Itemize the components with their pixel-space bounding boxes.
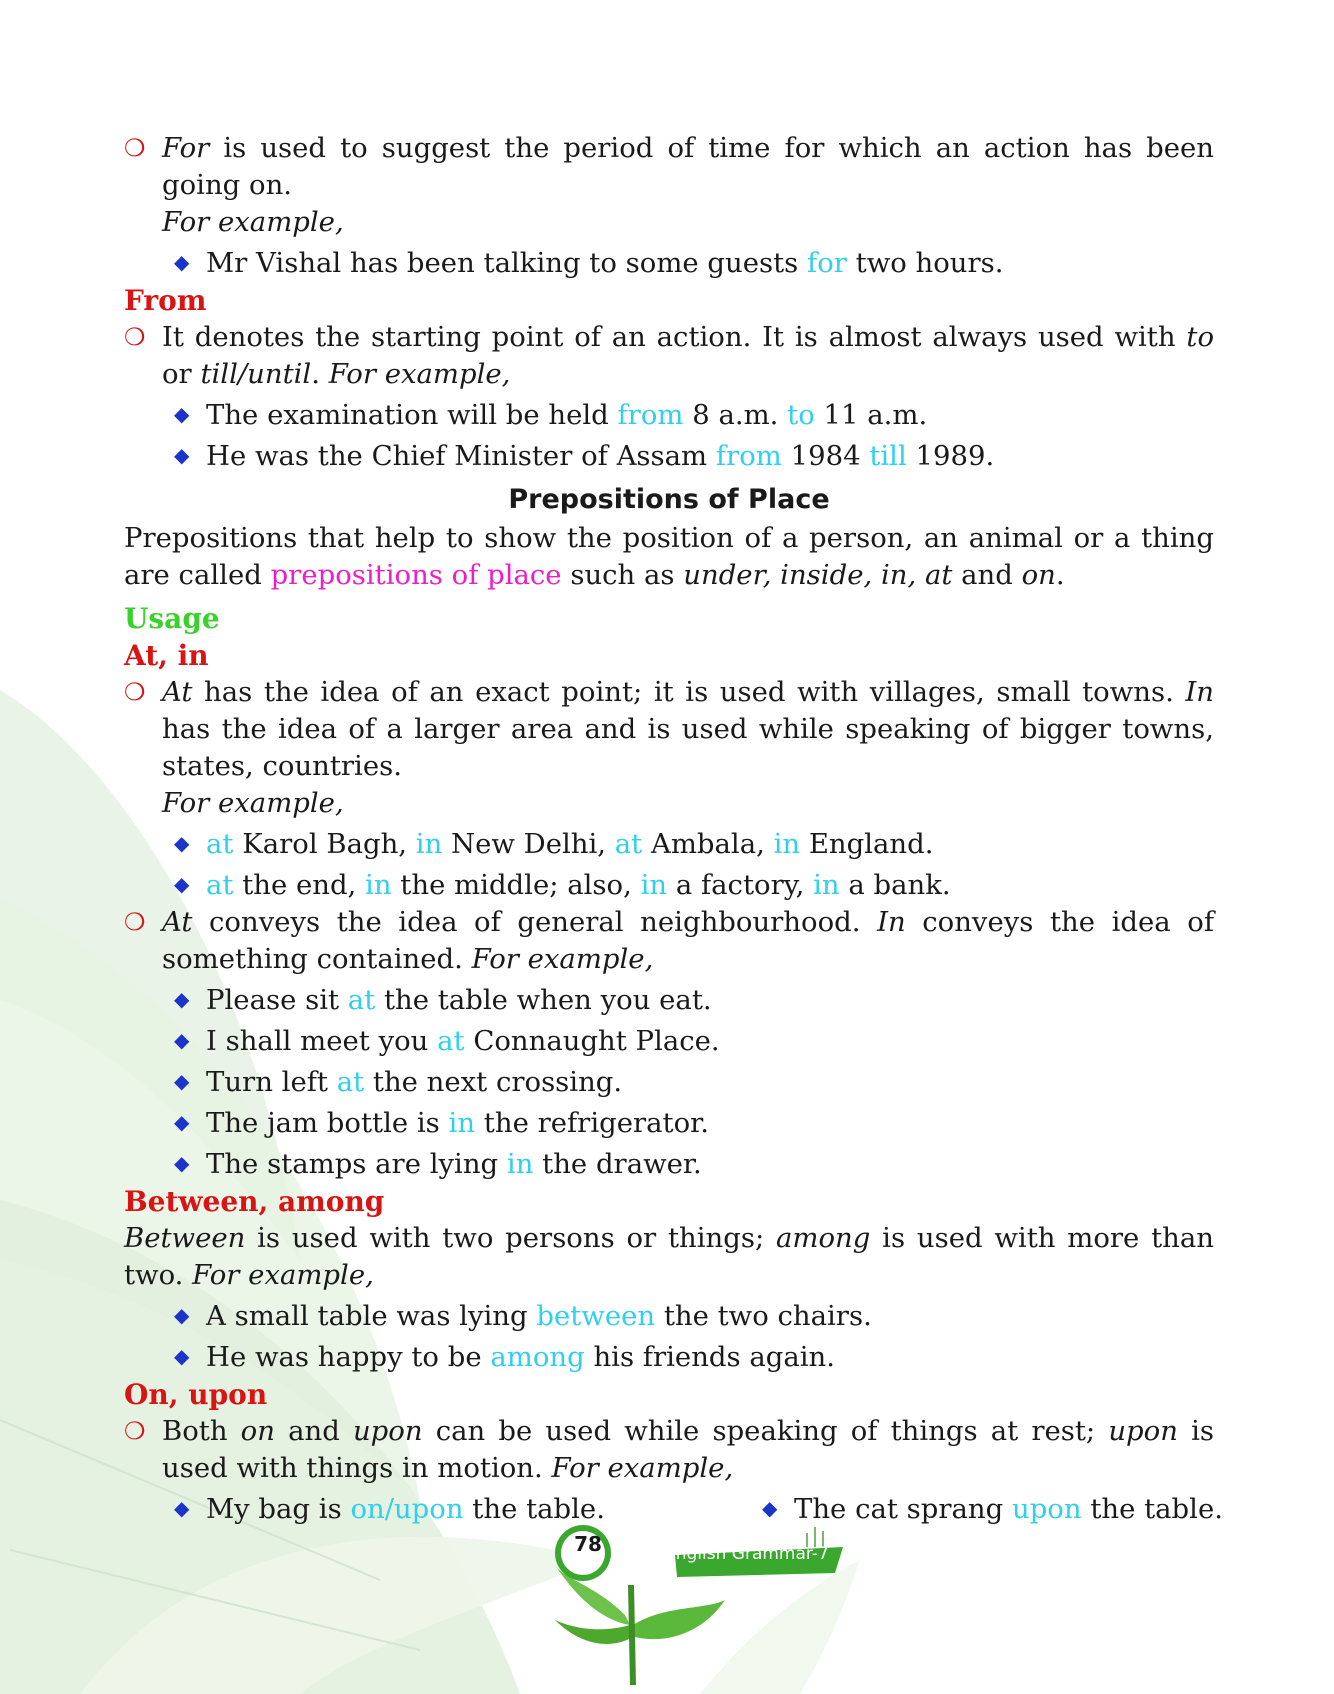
italic-word: In	[877, 906, 906, 938]
keyword: in	[640, 869, 668, 901]
at-in-example-6	[124, 1105, 1214, 1142]
text: 8 a.m.	[683, 399, 788, 431]
highlighted-term: prepositions of place	[270, 559, 562, 591]
italic-word: At	[162, 906, 193, 938]
text: I shall meet you	[206, 1025, 438, 1057]
text: Connaught Place.	[464, 1025, 720, 1057]
text: conveys the idea of general neighbourhood.	[192, 906, 878, 938]
text: the two chairs.	[655, 1300, 872, 1332]
italic-word: on	[1021, 559, 1056, 591]
text: and	[952, 559, 1022, 591]
diamond-bullet-icon: ◆	[174, 831, 190, 855]
text: 1984	[781, 440, 870, 472]
at-in-example-4	[124, 1023, 1214, 1060]
text: is used with more than two.	[124, 1222, 1214, 1291]
keyword: at	[614, 828, 643, 860]
text: and	[274, 1415, 353, 1447]
text: Ambala,	[642, 828, 774, 860]
text: has the idea of a larger area and is used while speaking of bigger towns, states, countries.	[162, 713, 1214, 782]
italic-word: on	[240, 1415, 275, 1447]
italic-word: upon	[352, 1415, 423, 1447]
text: A small table was lying	[206, 1300, 537, 1332]
keyword: for	[807, 247, 847, 279]
text: the drawer.	[533, 1148, 702, 1180]
text: The jam bottle is	[206, 1107, 449, 1139]
diamond-bullet-icon: ◆	[174, 987, 190, 1011]
at-in-example-7	[124, 1146, 1214, 1183]
at-in-example-5	[124, 1064, 1214, 1101]
italic-word: upon	[1108, 1415, 1178, 1447]
text: or	[162, 358, 201, 390]
italic-word: At	[162, 676, 193, 708]
diamond-bullet-icon: ◆	[174, 1344, 190, 1368]
for-example-label: For example,	[551, 1452, 734, 1484]
text: Both	[162, 1415, 241, 1447]
italic-word: Between	[124, 1222, 246, 1254]
on-upon-examples	[124, 1487, 1223, 1528]
text: the end,	[233, 869, 366, 901]
for-bullet	[124, 130, 1214, 241]
on-upon-example-2	[758, 1491, 1334, 1528]
keyword: between	[536, 1300, 656, 1332]
text: Turn left	[206, 1066, 337, 1098]
keyword: at	[347, 984, 376, 1016]
text: is used with things in motion.	[162, 1415, 1214, 1484]
text: a bank.	[839, 869, 951, 901]
diamond-bullet-icon: ◆	[174, 1069, 190, 1093]
text: Karol Bagh,	[233, 828, 416, 860]
text: .	[311, 358, 329, 390]
book-title: English Grammar-7	[665, 1544, 829, 1564]
text: the table when you eat.	[375, 984, 712, 1016]
for-example-label: For example,	[192, 1259, 374, 1291]
text: The stamps are lying	[206, 1148, 507, 1180]
on-upon-heading: On, upon	[124, 1378, 268, 1411]
text: can be used while speaking of things at rest;	[422, 1415, 1109, 1447]
keyword: at	[206, 828, 234, 860]
at-in-heading: At, in	[124, 639, 209, 672]
keyword: at	[336, 1066, 365, 1098]
text: My bag is	[206, 1493, 351, 1525]
for-example-1	[124, 245, 1214, 282]
text: conveys the idea of something contained.	[162, 906, 1215, 975]
circle-bullet-icon: ❍	[124, 1417, 146, 1445]
keyword: to	[787, 399, 815, 431]
diamond-bullet-icon: ◆	[174, 250, 190, 274]
place-intro	[124, 520, 1214, 594]
text: his friends again.	[584, 1341, 836, 1373]
text: the table.	[463, 1493, 605, 1525]
at-in-bullet-1	[124, 674, 1214, 822]
keyword: in	[448, 1107, 476, 1139]
text: He was happy to be	[206, 1341, 491, 1373]
italic-word: till/until	[200, 358, 312, 390]
at-in-example-1	[124, 826, 1214, 863]
text: a factory,	[667, 869, 814, 901]
circle-bullet-icon: ❍	[124, 908, 146, 936]
on-upon-example-1	[124, 1491, 758, 1528]
keyword: in	[415, 828, 443, 860]
diamond-bullet-icon: ◆	[174, 872, 190, 896]
for-example-label: For example,	[162, 787, 344, 819]
keyword: on/upon	[350, 1493, 464, 1525]
circle-bullet-icon: ❍	[124, 323, 146, 351]
italic-word: In	[1185, 676, 1214, 708]
keyword: at	[437, 1025, 465, 1057]
text: Mr Vishal has been talking to some guests	[206, 247, 808, 279]
italic-word: to	[1186, 321, 1214, 353]
from-bullet	[124, 319, 1214, 393]
from-heading: From	[124, 284, 207, 317]
text: The examination will be held	[206, 399, 618, 431]
text: the middle; also,	[391, 869, 641, 901]
keyword: from	[715, 440, 782, 472]
section-title: Prepositions of Place	[508, 484, 830, 515]
diamond-bullet-icon: ◆	[762, 1496, 778, 1520]
text: England.	[800, 828, 934, 860]
text: It denotes the starting point of an action. It is almost always used with	[162, 321, 1187, 353]
for-example-label: For example,	[471, 943, 654, 975]
between-example-1	[124, 1298, 1214, 1335]
at-in-example-3	[124, 982, 1214, 1019]
keyword: at	[206, 869, 234, 901]
for-example-label: For example,	[328, 358, 511, 390]
circle-bullet-icon: ❍	[124, 134, 146, 162]
at-in-bullet-2	[124, 904, 1214, 978]
text: He was the Chief Minister of Assam	[206, 440, 716, 472]
text: New Delhi,	[442, 828, 615, 860]
keyword: till	[869, 440, 907, 472]
italic-word: among	[776, 1222, 871, 1254]
for-text: is used to suggest the period of time for which an action has been going on.	[162, 132, 1214, 201]
diamond-bullet-icon: ◆	[174, 1028, 190, 1052]
keyword: among	[490, 1341, 585, 1373]
on-upon-bullet	[124, 1413, 1214, 1487]
diamond-bullet-icon: ◆	[174, 443, 190, 467]
keyword: from	[617, 399, 684, 431]
for-example-label: For example,	[162, 206, 344, 238]
text: such as	[561, 559, 684, 591]
between-paragraph	[124, 1220, 1214, 1294]
text: the next crossing.	[364, 1066, 623, 1098]
text: Prepositions that help to show the position of a person, an animal or a thing are called	[124, 522, 1214, 591]
at-in-example-2	[124, 867, 1214, 904]
for-word: For	[162, 132, 210, 164]
keyword: in	[773, 828, 801, 860]
between-example-2	[124, 1339, 1214, 1376]
text: .	[1055, 559, 1065, 591]
text: is used with two persons or things;	[245, 1222, 777, 1254]
diamond-bullet-icon: ◆	[174, 1496, 190, 1520]
italic-list: under, inside, in, at	[683, 559, 953, 591]
text: two hours.	[846, 247, 1004, 279]
text: 1989.	[906, 440, 995, 472]
keyword: upon	[1011, 1493, 1082, 1525]
keyword: in	[813, 869, 840, 901]
from-example-1	[124, 397, 1214, 434]
text: the refrigerator.	[475, 1107, 710, 1139]
diamond-bullet-icon: ◆	[174, 402, 190, 426]
text: the table.	[1081, 1493, 1223, 1525]
from-example-2	[124, 438, 1214, 475]
text: 11 a.m.	[814, 399, 928, 431]
diamond-bullet-icon: ◆	[174, 1110, 190, 1134]
keyword: in	[506, 1148, 534, 1180]
page-number: 78	[574, 1532, 602, 1556]
text: Please sit	[206, 984, 348, 1016]
keyword: in	[365, 869, 392, 901]
usage-heading: Usage	[124, 602, 220, 635]
text: has the idea of an exact point; it is used with villages, small towns.	[192, 676, 1186, 708]
circle-bullet-icon: ❍	[124, 678, 146, 706]
diamond-bullet-icon: ◆	[174, 1151, 190, 1175]
text: The cat sprang	[794, 1493, 1012, 1525]
between-among-heading: Between, among	[124, 1185, 385, 1218]
diamond-bullet-icon: ◆	[174, 1303, 190, 1327]
